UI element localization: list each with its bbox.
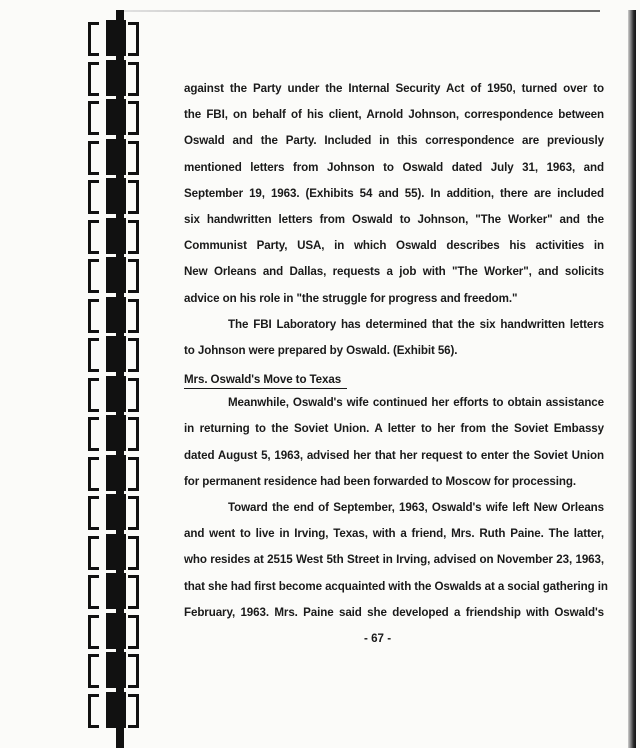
binding-ring — [86, 139, 146, 177]
binding-ring — [86, 20, 146, 58]
binding-ring — [86, 652, 146, 690]
page-number: - 67 - — [364, 632, 392, 645]
text-line: against the Party under the Internal Security Act of 1950, turned over to — [184, 82, 604, 95]
text-line: the FBI, on behalf of his client, Arnold Johnson, correspondence between — [184, 108, 604, 122]
binding-ring — [86, 376, 146, 414]
binding-ring — [86, 455, 146, 493]
binding-ring — [86, 297, 146, 335]
text-line: Toward the end of September, 1963, Oswald's wife left New Orleans — [228, 501, 604, 514]
text-line: dated August 5, 1963, advised her that her request to enter the Soviet Union — [184, 448, 604, 462]
text-line: who resides at 2515 West 5th Street in Irving, advised on November 23, 1963, — [184, 553, 604, 567]
text-line: advice on his role in "the struggle for progress and freedom." — [184, 291, 518, 305]
text-line: Meanwhile, Oswald's wife continued her efforts to obtain assistance — [228, 396, 604, 410]
binding-ring — [86, 415, 146, 453]
text-line: The FBI Laboratory has determined that the six handwritten letters — [228, 317, 604, 331]
binding-ring — [86, 692, 146, 730]
text-line: February, 1963. Mrs. Paine said she developed a friendship with Oswald's — [184, 605, 604, 619]
binding-ring — [86, 573, 146, 611]
text-line: in returning to the Soviet Union. A letter to her from the Soviet Embassy — [184, 422, 604, 436]
binding-ring — [86, 60, 146, 98]
binding-ring — [86, 336, 146, 374]
binding-ring — [86, 534, 146, 572]
body-text — [184, 76, 608, 626]
text-line: for permanent residence had been forwarded to Moscow for processing. — [184, 474, 576, 488]
text-line: six handwritten letters from Oswald to Johnson, "The Worker" and the — [184, 212, 604, 226]
binding-ring — [86, 494, 146, 532]
text-line: New Orleans and Dallas, requests a job with "The Worker", and solicits — [184, 265, 604, 279]
binding-ring — [86, 178, 146, 216]
text-line: that she had first become acquainted with the Oswalds at a social gathering in — [184, 579, 608, 593]
section-heading: Mrs. Oswald's Move to Texas — [184, 372, 347, 389]
binding-ring — [86, 218, 146, 256]
page-top-edge — [120, 10, 600, 12]
text-line: Communist Party, USA, in which Oswald describes his activities in — [184, 239, 604, 253]
text-line: mentioned letters from Johnson to Oswald dated July 31, 1963, and — [184, 160, 604, 174]
binding-ring — [86, 99, 146, 137]
text-line: to Johnson were prepared by Oswald. (Exhibit 56). — [184, 343, 458, 357]
text-line: September 19, 1963. (Exhibits 54 and 55). In addition, there are included — [184, 186, 604, 200]
text-line: and went to live in Irving, Texas, with a friend, Mrs. Ruth Paine. The latter, — [184, 527, 604, 541]
text-line: Oswald and the Party. Included in this correspondence are previously — [184, 134, 604, 148]
binding-ring — [86, 257, 146, 295]
section-heading-line — [184, 364, 604, 390]
